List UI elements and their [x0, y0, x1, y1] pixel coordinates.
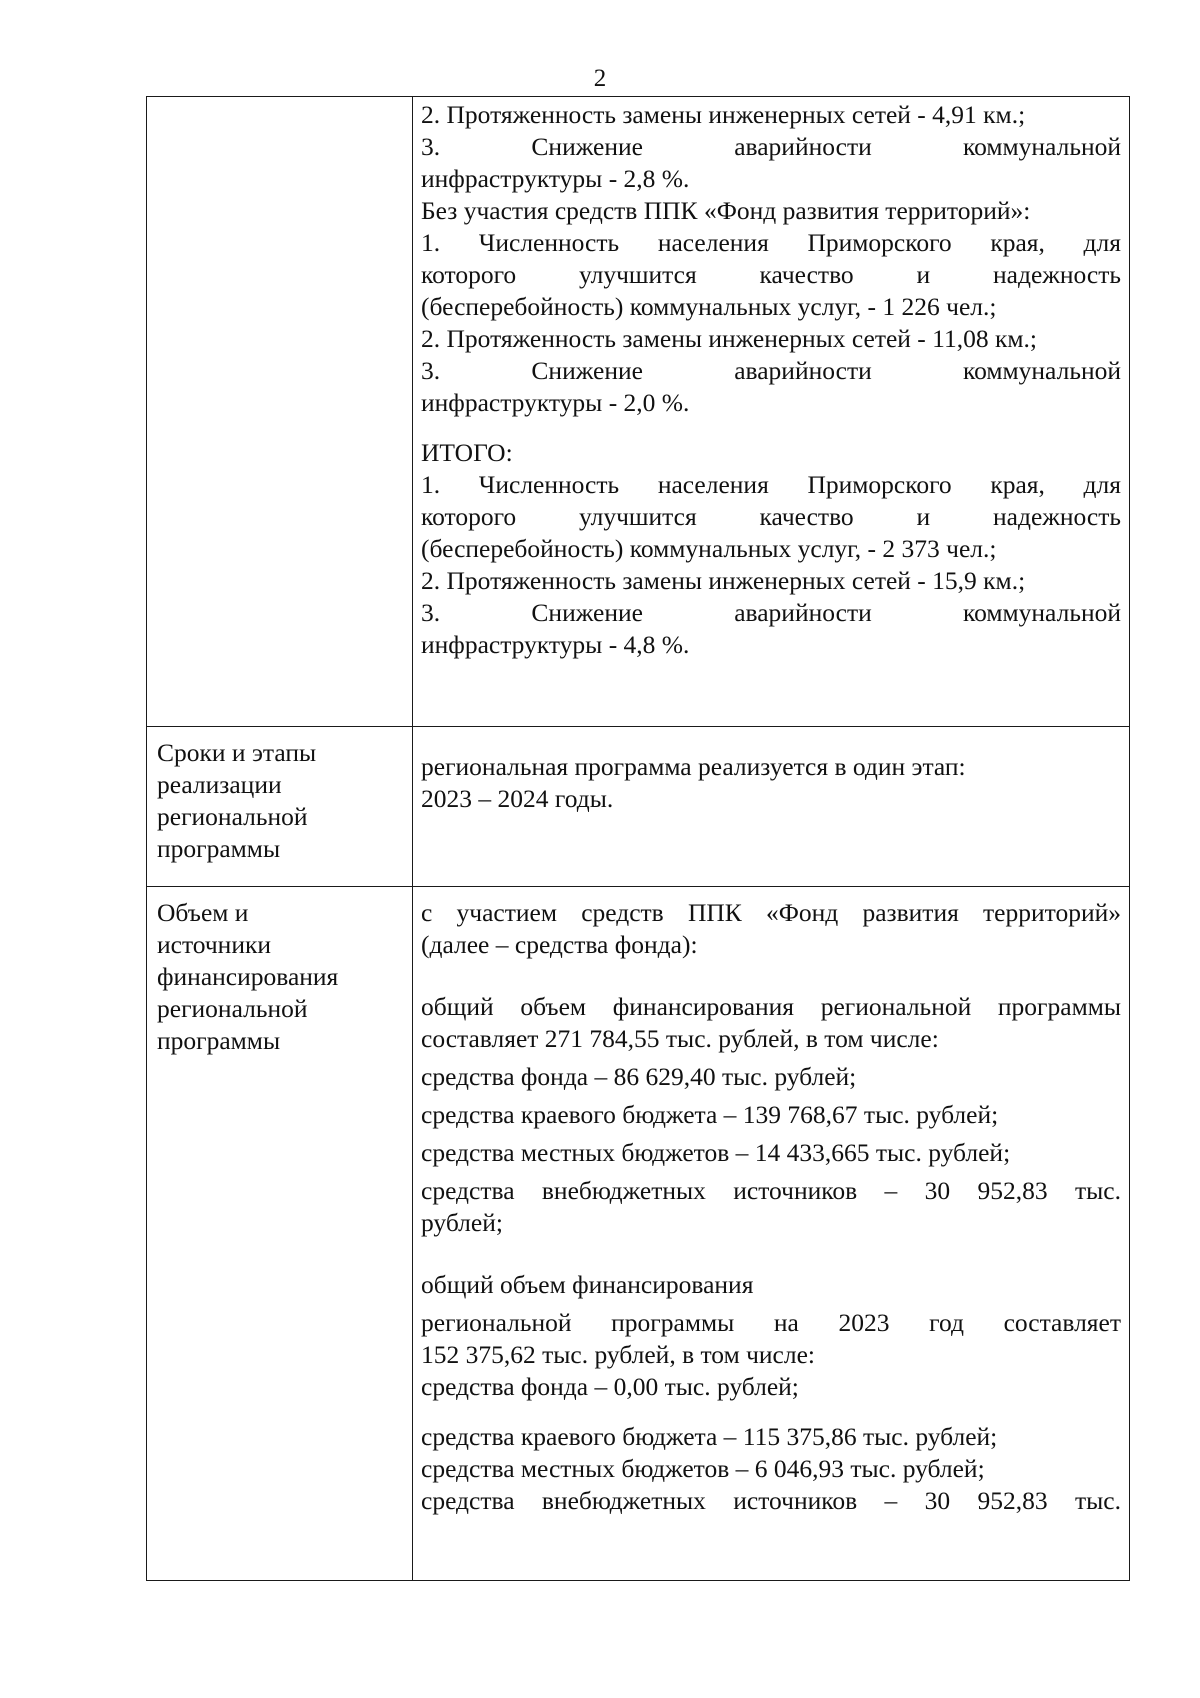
terms-line: 2023 – 2024 годы. — [421, 784, 614, 813]
indicator-line: 3. Снижение аварийности коммунальной — [421, 356, 1121, 385]
financing-line: средства фонда – 0,00 тыс. рублей; — [421, 1372, 799, 1401]
terms-value-cell — [413, 727, 1130, 887]
indicators-label-cell — [147, 97, 413, 727]
financing-line: с участием средств ППК «Фонд развития территорий» — [421, 898, 1121, 927]
indicator-line: 2. Протяженность замены инженерных сетей - 15,9 км.; — [421, 566, 1026, 595]
financing-line: общий объем финансирования — [421, 1270, 754, 1299]
financing-label-line: источники — [157, 930, 272, 959]
financing-label-line: финансирования — [157, 962, 339, 991]
indicator-line: 3. Снижение аварийности коммунальной — [421, 598, 1121, 627]
indicator-line: 2. Протяженность замены инженерных сетей - 4,91 км.; — [421, 100, 1026, 129]
terms-label-cell — [147, 727, 413, 887]
table-row-financing — [147, 887, 1130, 1581]
program-passport-table — [146, 96, 1130, 1581]
financing-label-line: Объем и — [157, 898, 249, 927]
terms-line: региональная программа реализуется в один этап: — [421, 752, 966, 781]
indicator-line: которого улучшится качество и надежность — [421, 502, 1121, 531]
indicator-line: которого улучшится качество и надежность — [421, 260, 1121, 289]
financing-line: средства местных бюджетов – 14 433,665 тыс. рублей; — [421, 1138, 1011, 1167]
indicator-line: 3. Снижение аварийности коммунальной — [421, 132, 1121, 161]
financing-line: средства внебюджетных источников – 30 952,83 тыс. — [421, 1176, 1121, 1205]
indicators-value-cell — [413, 97, 1130, 727]
indicator-line: инфраструктуры - 4,8 %. — [421, 630, 690, 659]
financing-line: рублей; — [421, 1208, 503, 1237]
financing-value-cell — [413, 887, 1130, 1581]
terms-label-line: Сроки и этапы — [157, 738, 317, 767]
terms-label-line: реализации — [157, 770, 282, 799]
indicator-line: Без участия средств ППК «Фонд развития территорий»: — [421, 196, 1031, 225]
financing-line: средства краевого бюджета – 115 375,86 тыс. рублей; — [421, 1422, 998, 1451]
financing-line: региональной программы на 2023 год составляет — [421, 1308, 1121, 1337]
financing-label-cell — [147, 887, 413, 1581]
terms-label-line: программы — [157, 834, 281, 863]
indicator-line: инфраструктуры - 2,0 %. — [421, 388, 690, 417]
financing-label-line: региональной — [157, 994, 308, 1023]
financing-line: 152 375,62 тыс. рублей, в том числе: — [421, 1340, 815, 1369]
terms-label-line: региональной — [157, 802, 308, 831]
financing-line: (далее – средства фонда): — [421, 930, 698, 959]
financing-label-line: программы — [157, 1026, 281, 1055]
financing-line: общий объем финансирования региональной программы — [421, 992, 1121, 1021]
total-heading: ИТОГО: — [421, 438, 513, 467]
indicator-line: (бесперебойность) коммунальных услуг, - 1 226 чел.; — [421, 292, 997, 321]
table-row-terms — [147, 727, 1130, 887]
indicator-line: 1. Численность населения Приморского края, для — [421, 228, 1121, 257]
indicator-line: 2. Протяженность замены инженерных сетей - 11,08 км.; — [421, 324, 1037, 353]
financing-line: средства краевого бюджета – 139 768,67 тыс. рублей; — [421, 1100, 999, 1129]
indicator-line: инфраструктуры - 2,8 %. — [421, 164, 690, 193]
indicator-line: (бесперебойность) коммунальных услуг, - 2 373 чел.; — [421, 534, 997, 563]
financing-line: средства внебюджетных источников – 30 952,83 тыс. — [421, 1486, 1121, 1515]
indicator-line: 1. Численность населения Приморского края, для — [421, 470, 1121, 499]
table-row-indicators — [147, 97, 1130, 727]
page-number: 2 — [593, 65, 607, 92]
financing-line: средства местных бюджетов – 6 046,93 тыс. рублей; — [421, 1454, 985, 1483]
financing-line: составляет 271 784,55 тыс. рублей, в том числе: — [421, 1024, 939, 1053]
financing-line: средства фонда – 86 629,40 тыс. рублей; — [421, 1062, 857, 1091]
